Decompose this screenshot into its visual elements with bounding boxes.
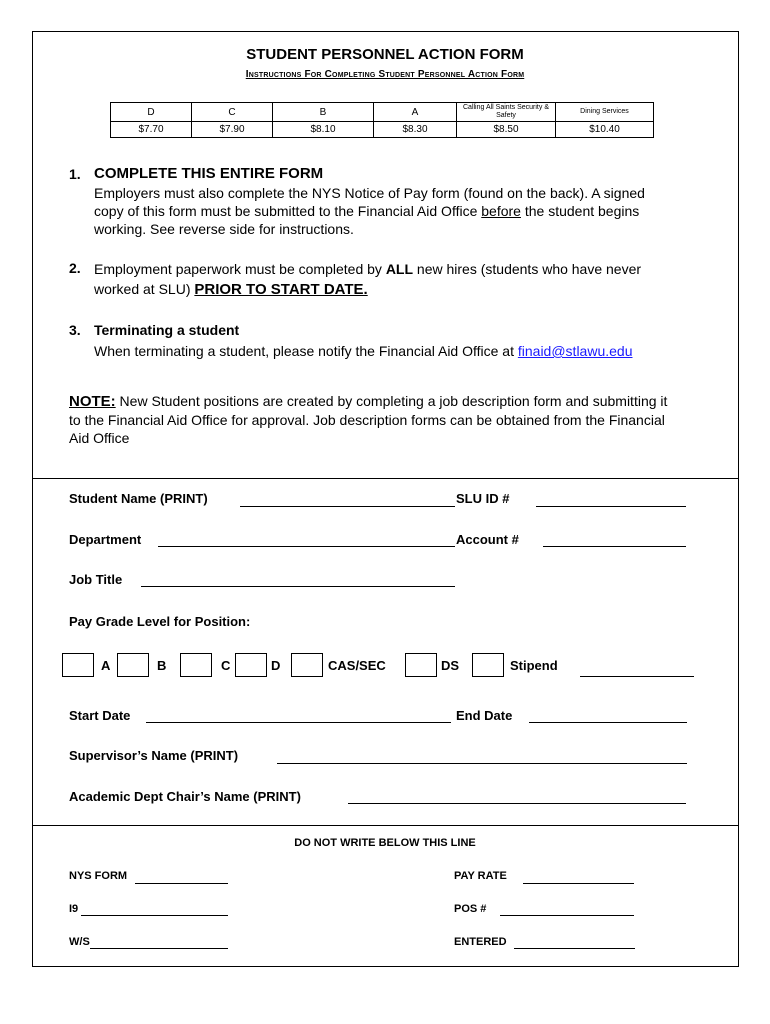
slu-id-label: SLU ID # [456, 491, 510, 506]
i9-field[interactable] [81, 915, 228, 916]
pay-grade-header: Dining Services [556, 103, 654, 122]
pay-rate-cell: $10.40 [556, 122, 654, 138]
pay-grade-header: B [273, 103, 374, 122]
item1-heading: COMPLETE THIS ENTIRE FORM [94, 165, 324, 182]
i9-label: I9 [69, 903, 79, 915]
page-title: STUDENT PERSONNEL ACTION FORM [246, 46, 524, 63]
pay-grade-header: Calling All Saints Security & Safety [457, 103, 556, 122]
item2-text [94, 280, 368, 299]
department-field[interactable] [158, 546, 455, 547]
account-field[interactable] [543, 546, 686, 547]
student-name-field[interactable] [240, 506, 455, 507]
item-number: 2. [69, 260, 81, 276]
cas-sec-label: CAS/SEC [328, 658, 386, 673]
pay-grade-label: Pay Grade Level for Position: [69, 614, 251, 629]
item3-text [94, 342, 633, 360]
department-label: Department [69, 532, 142, 547]
job-title-label: Job Title [69, 572, 123, 587]
pos-field[interactable] [500, 915, 634, 916]
pay-grade-header: A [374, 103, 457, 122]
ds-label: DS [441, 658, 460, 673]
stipend-amount-field[interactable] [580, 676, 694, 677]
note-text [69, 392, 667, 411]
nys-form-label: NYS FORM [69, 870, 128, 882]
note-text-part: New Student positions are created by completing a job description form and submitting it [115, 393, 668, 409]
pay-rate-cell: $7.90 [192, 122, 273, 138]
entered-field[interactable] [514, 948, 635, 949]
stipend-checkbox[interactable] [472, 653, 504, 677]
note-label: NOTE: [69, 393, 116, 410]
section-divider [32, 478, 739, 479]
page-subtitle: Instructions For Completing Student Personnel Action Form [245, 69, 525, 80]
item-number: 1. [69, 166, 81, 182]
pos-label: POS # [454, 903, 487, 915]
dept-chair-label: Academic Dept Chair’s Name (PRINT) [69, 789, 301, 804]
supervisor-field[interactable] [277, 763, 687, 764]
grade-c-label: C [221, 658, 231, 673]
item2-emphasis: ALL [385, 261, 414, 277]
start-date-field[interactable] [146, 722, 451, 723]
ds-checkbox[interactable] [405, 653, 437, 677]
entered-label: ENTERED [454, 936, 507, 948]
item1-text [94, 202, 639, 220]
pay-rate-cell: $8.30 [374, 122, 457, 138]
item2-text-part: Employment paperwork must be completed by [94, 261, 386, 277]
note-text: to the Financial Aid Office for approval. Job description forms can be obtained from the Financial [69, 412, 665, 428]
stipend-label: Stipend [510, 658, 558, 673]
note-text: Aid Office [69, 430, 130, 446]
ws-label: W/S [69, 936, 90, 948]
pay-rate-cell: $8.10 [273, 122, 374, 138]
item1-text: Employers must also complete the NYS Notice of Pay form (found on the back). A signed [94, 185, 645, 201]
pay-rate-label: PAY RATE [454, 870, 507, 882]
pay-rate-cell: $8.50 [457, 122, 556, 138]
item2-emphasis: PRIOR TO START DATE. [194, 281, 368, 298]
grade-a-checkbox[interactable] [62, 653, 94, 677]
pay-grade-header: C [192, 103, 273, 122]
item2-text-part: worked at SLU) [94, 281, 195, 297]
grade-d-checkbox[interactable] [235, 653, 267, 677]
slu-id-field[interactable] [536, 506, 686, 507]
item3-heading: Terminating a student [94, 322, 240, 338]
supervisor-label: Supervisor’s Name (PRINT) [69, 748, 239, 763]
item2-text [94, 260, 641, 278]
section-divider [32, 825, 739, 826]
nys-form-field[interactable] [135, 883, 228, 884]
grade-c-checkbox[interactable] [180, 653, 212, 677]
grade-a-label: A [101, 658, 111, 673]
ws-field[interactable] [90, 948, 228, 949]
end-date-field[interactable] [529, 722, 687, 723]
item3-text-part: When terminating a student, please notify the Financial Aid Office at [94, 343, 518, 359]
item1-emphasis: before [481, 203, 521, 219]
item1-text-part: copy of this form must be submitted to the Financial Aid Office [94, 203, 482, 219]
pay-rate-cell: $7.70 [111, 122, 192, 138]
job-title-field[interactable] [141, 586, 455, 587]
grade-b-label: B [157, 658, 167, 673]
dept-chair-field[interactable] [348, 803, 686, 804]
item-number: 3. [69, 322, 81, 338]
cas-sec-checkbox[interactable] [291, 653, 323, 677]
end-date-label: End Date [456, 708, 513, 723]
pay-rate-field[interactable] [523, 883, 634, 884]
grade-b-checkbox[interactable] [117, 653, 149, 677]
pay-rate-table [110, 102, 654, 138]
item1-text-part: the student begins [520, 203, 640, 219]
item2-text-part: new hires (students who have never [413, 261, 642, 277]
student-name-label: Student Name (PRINT) [69, 491, 208, 506]
start-date-label: Start Date [69, 708, 131, 723]
email-link[interactable]: finaid@stlawu.edu [517, 343, 633, 359]
office-use-heading: DO NOT WRITE BELOW THIS LINE [294, 837, 476, 849]
grade-d-label: D [271, 658, 281, 673]
item1-text: working. See reverse side for instructions. [94, 221, 354, 237]
account-label: Account # [456, 532, 519, 547]
pay-grade-header: D [111, 103, 192, 122]
